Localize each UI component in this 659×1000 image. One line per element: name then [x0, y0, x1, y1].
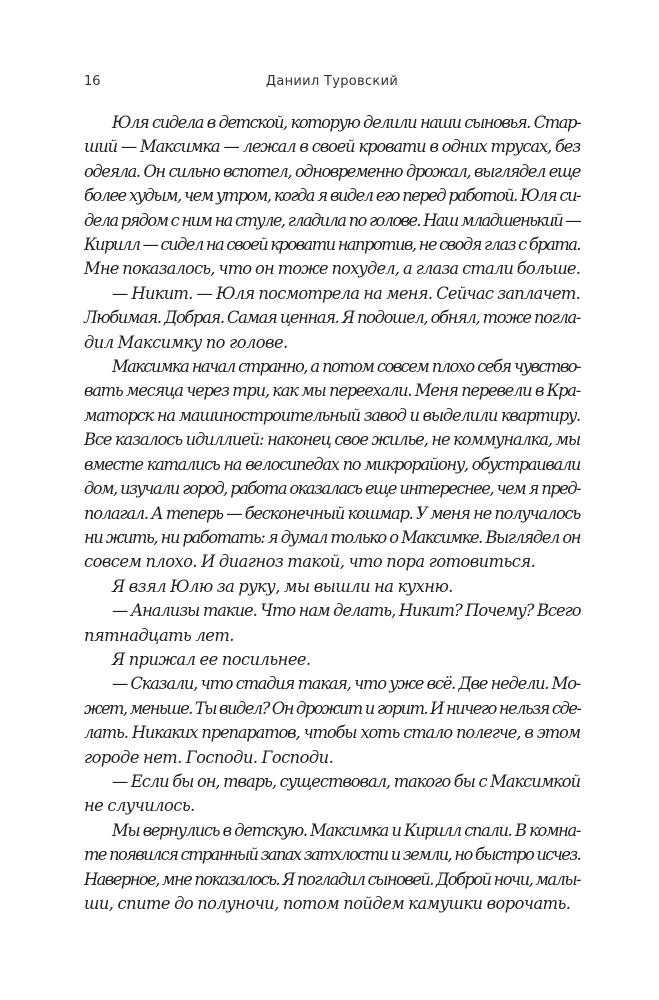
page-header	[84, 74, 580, 92]
paragraph	[84, 770, 580, 819]
text-line: одеяла. Он сильно вспотел, одновременно дрожал, выглядел еще	[84, 161, 580, 181]
text-line: не случилось.	[84, 796, 195, 816]
text-line: Кирилл — сидел на своей кровати напротив, не сводя глаз с брата.	[84, 235, 580, 255]
text-line: — Сказали, что стадия такая, что уже всё. Две недели. Мо-	[112, 674, 580, 694]
text-line: Мне показалось, что он тоже похудел, а глаза стали больше.	[84, 259, 581, 279]
text-line: жет, меньше. Ты видел? Он дрожит и горит. И ничего нельзя сде-	[84, 698, 581, 718]
paragraph	[84, 355, 580, 575]
text-line: ший — Максимка — лежал в своей кровати в одних трусах, без	[84, 137, 580, 157]
text-line: вать месяца через три, как мы переехали. Меня перевели в Кра-	[84, 381, 580, 401]
body-text	[84, 111, 580, 916]
text-line: маторск на машиностроительный завод и выделили квартиру.	[84, 405, 580, 425]
text-line: дом, изучали город, работа оказалась еще интереснее, чем я пред-	[84, 479, 580, 499]
text-line: дела рядом с ним на стуле, гладила по голове. Наш младшенький —	[84, 210, 580, 230]
text-line: — Если бы он, тварь, существовал, такого бы с Максимкой	[112, 771, 580, 791]
text-line: — Анализы такие. Что нам делать, Никит? Почему? Всего	[112, 601, 581, 621]
text-line: ши, спите до полуночи, потом пойдем камушки ворочать.	[84, 894, 571, 913]
text-line: Я прижал ее посильнее.	[112, 649, 311, 669]
page-number: 16	[84, 74, 101, 89]
paragraph	[84, 111, 580, 282]
paragraph	[84, 282, 580, 355]
text-line: те появился странный запах затхлости и земли, но быстро исчез.	[84, 845, 580, 865]
paragraph	[84, 648, 580, 672]
text-line: Максимка начал странно, а потом совсем плохо себя чувство-	[112, 357, 580, 377]
text-line: городе нет. Господи. Господи.	[84, 747, 334, 767]
text-line: совсем плохо. И диагноз такой, что пора готовиться.	[84, 552, 536, 572]
running-head-author: Даниил Туровский	[265, 74, 399, 89]
text-line: ни жить, ни работать: я думал только о Максимке. Выглядел он	[84, 527, 580, 547]
text-line: Юля сидела в детской, которую делили наши сыновья. Стар-	[112, 113, 580, 132]
text-line: пятнадцать лет.	[84, 625, 234, 645]
text-line: более худым, чем утром, когда я видел его перед работой. Юля си-	[84, 186, 580, 206]
text-line: Я взял Юлю за руку, мы вышли на кухню.	[112, 576, 453, 596]
text-line: Любимая. Добрая. Самая ценная. Я подошел, обнял, тоже погла-	[84, 308, 580, 328]
text-line: дил Максимку по голове.	[84, 332, 288, 352]
text-line: — Никит. — Юля посмотрела на меня. Сейчас заплачет.	[112, 283, 580, 303]
text-line: лать. Никаких препаратов, чтобы хоть стало полегче, в этом	[84, 723, 580, 743]
text-line: вместе катались на велосипедах по микрорайону, обустраивали	[84, 454, 580, 474]
text-line: Мы вернулись в детскую. Максимка и Кирилл спали. В комна-	[112, 820, 580, 840]
paragraph	[84, 575, 580, 599]
text-line: Все казалось идиллией: наконец свое жилье, не коммуналка, мы	[84, 430, 580, 450]
paragraph	[84, 672, 580, 770]
paragraph	[84, 599, 580, 648]
paragraph	[84, 819, 580, 917]
text-line: полагал. А теперь — бесконечный кошмар. У меня не получалось	[84, 503, 580, 523]
text-line: Наверное, мне показалось. Я погладил сыновей. Доброй ночи, малы-	[84, 869, 580, 889]
